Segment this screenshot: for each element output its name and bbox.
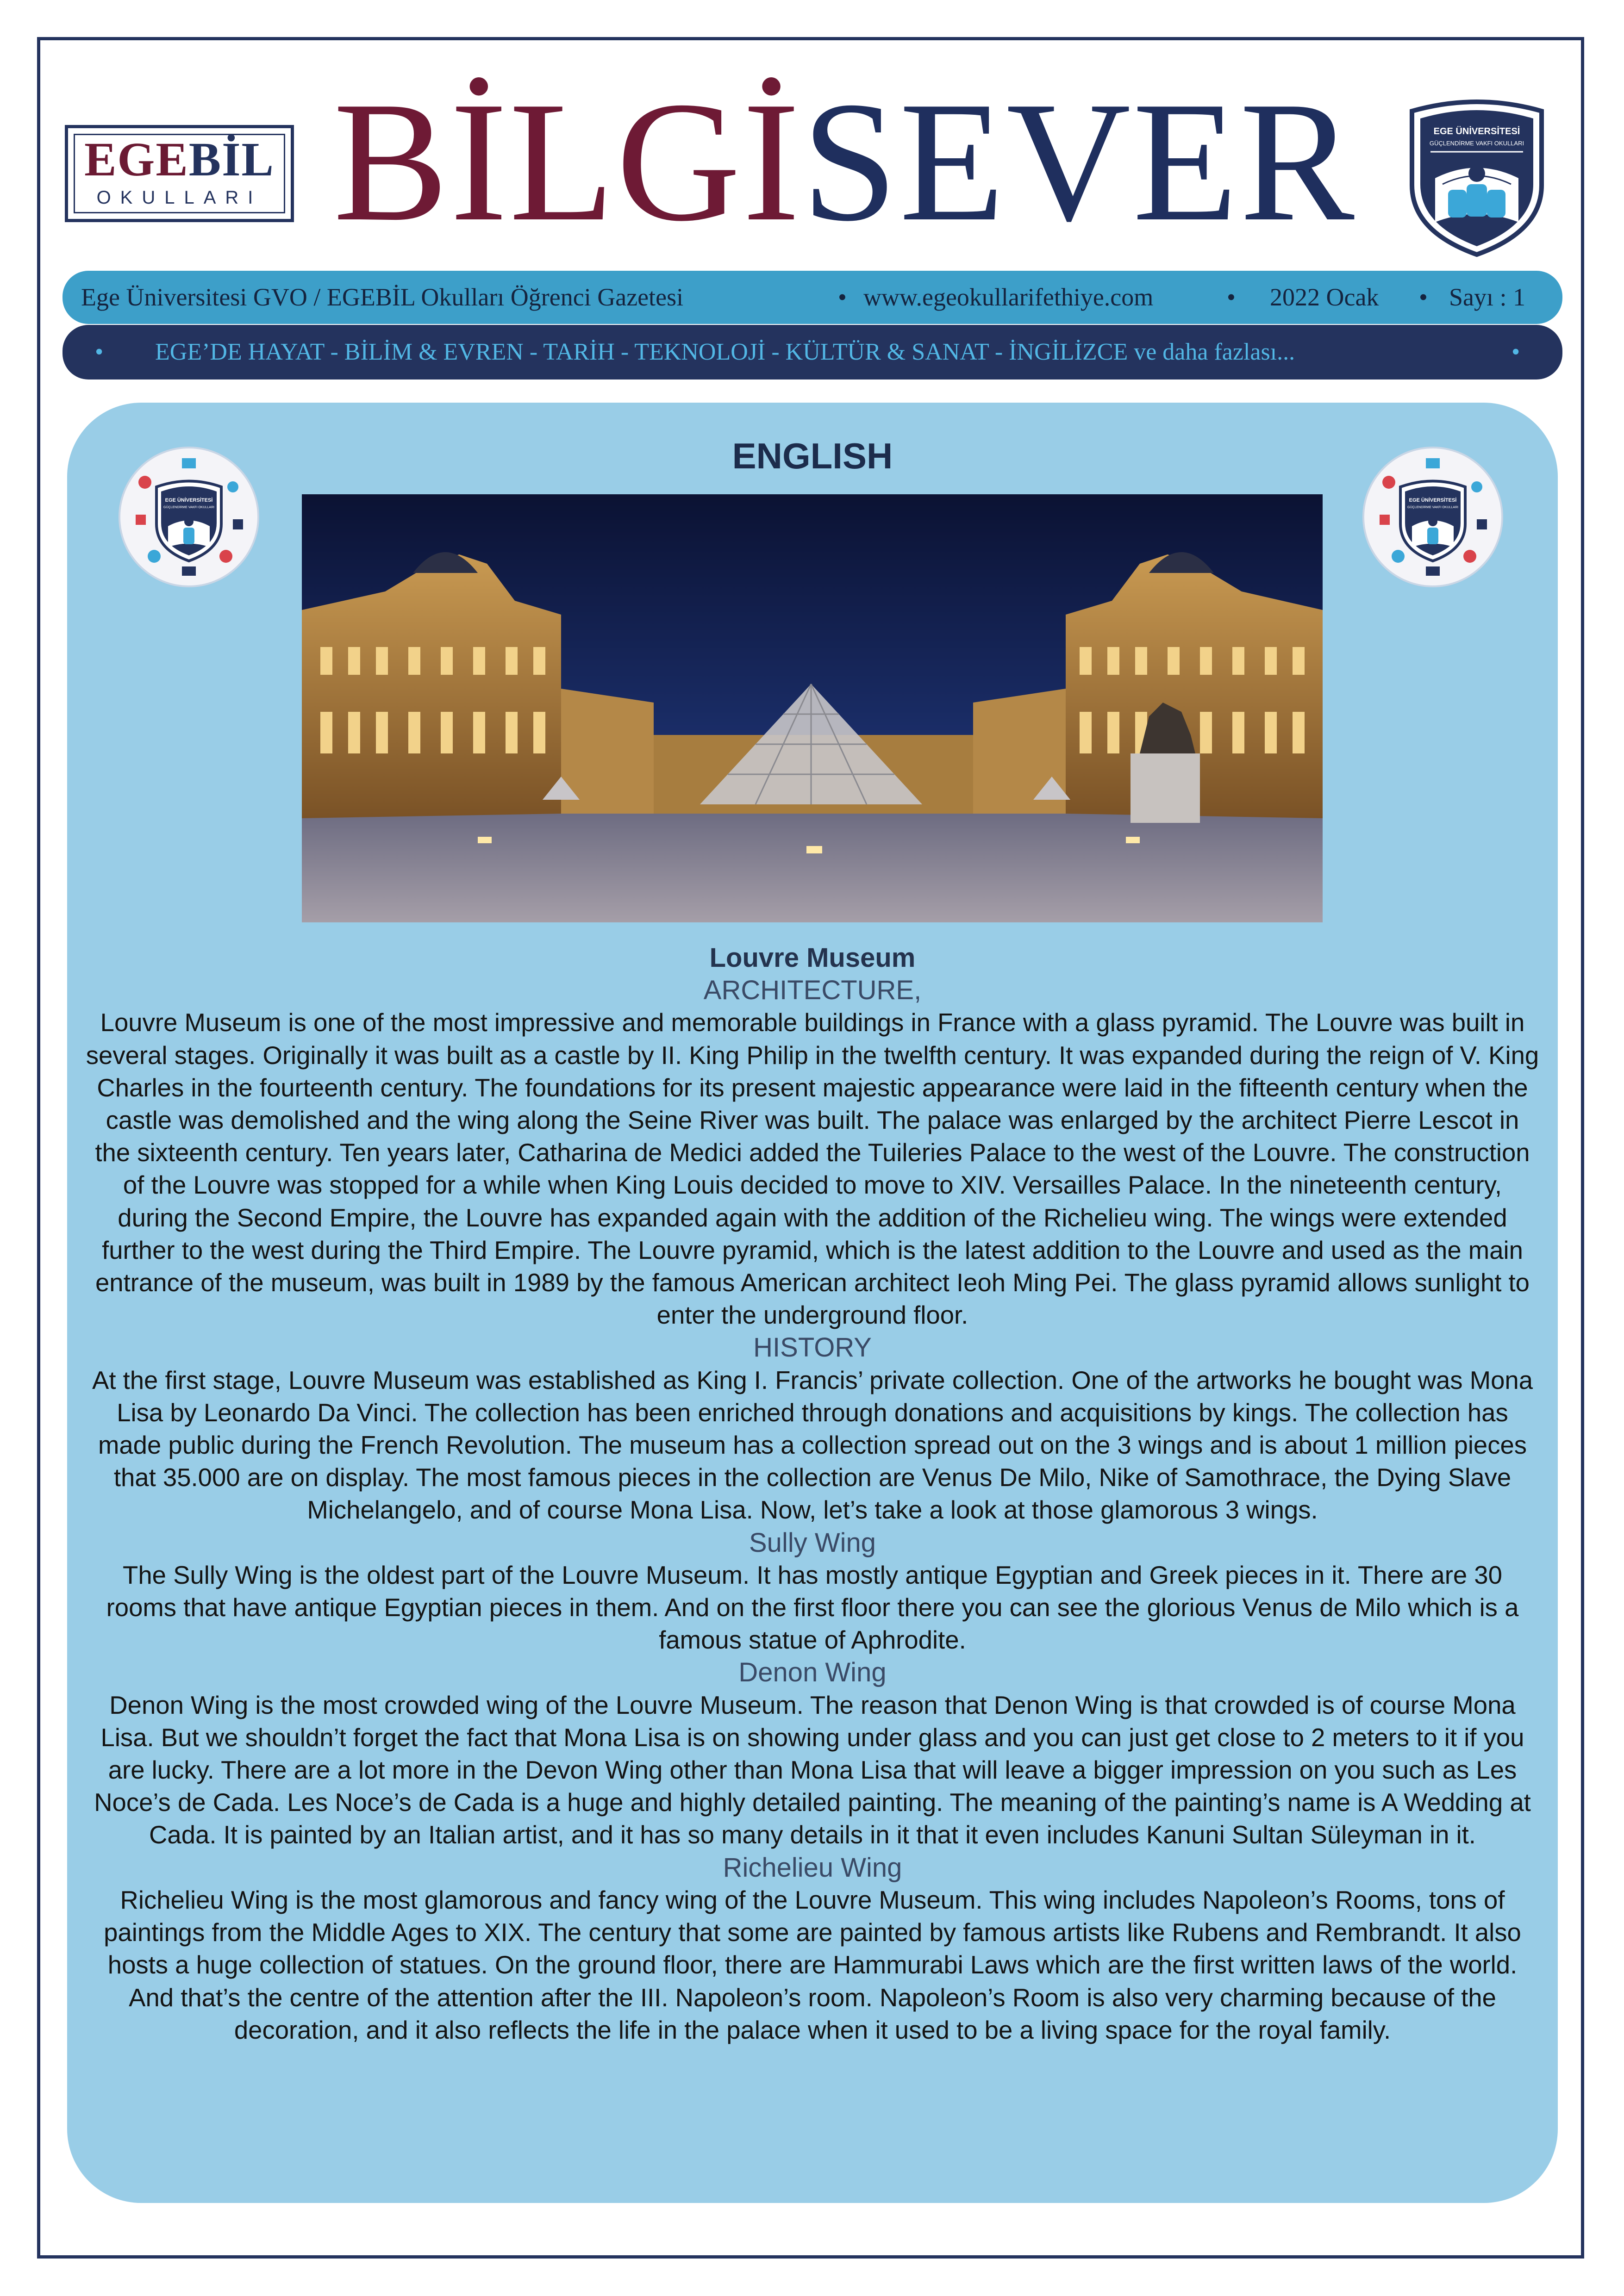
bullet: • <box>1512 339 1520 365</box>
topics-text: EGE’DE HAYAT - BİLİM & EVREN - TARİH - TEKNOLOJİ - KÜLTÜR & SANAT - İNGİLİZCE ve daha fazlası... <box>155 339 1295 365</box>
shield-text-1: EGE ÜNİVERSİTESİ <box>1433 126 1520 137</box>
school-badge-icon <box>117 445 261 589</box>
issue-number: Sayı : 1 <box>1449 283 1526 311</box>
article <box>86 942 1539 2047</box>
website-link[interactable]: www.egeokullarifethiye.com <box>863 283 1154 311</box>
bullet: • <box>95 339 104 365</box>
title-bilgi: BİLGİ <box>333 67 802 257</box>
denon-wing-paragraph: Denon Wing is the most crowded wing of the Louvre Museum. The reason that Denon Wing is that crowded is of course Mona Lisa. But we shouldn’t forget the fact that Mona Lisa is on showing under glass and you can just get close to 2 meters to it if you are lucky. There are a lot more in the Devon Wing other than Mona Lisa that will leave a bigger impression on you such as Les Noce’s de Cada. Les Noce’s de Cada is a huge and highly detailed painting. The meaning of the painting’s name is A Wedding at Cada. It is painted by an Italian artist, and it has so many details in it that it even includes Kanuni Sultan Süleyman in it. <box>94 1691 1531 1849</box>
richelieu-wing-paragraph: Richelieu Wing is the most glamorous and fancy wing of the Louvre Museum. This wing includes Napoleon’s Rooms, tons of paintings from the Middle Ages to XIX. The century that some are painted by famous artists like Rubens and Rembrandt. It also hosts a huge collection of statues. On the ground floor, there are Hammurabi Laws which are the first written laws of the world. And that’s the centre of the attention after the III. Napoleon’s room. Napoleon’s Room is also very charming because of the decoration, and it also reflects the life in the palace when it used to be a living space for the royal family. <box>104 1885 1521 2044</box>
logo-bil: BİL <box>188 133 275 186</box>
sully-wing-heading: Sully Wing <box>749 1527 876 1558</box>
newspaper-name: Ege Üniversitesi GVO / EGEBİL Okulları Öğrenci Gazetesi <box>81 283 684 311</box>
section-title: ENGLISH <box>732 436 893 476</box>
egebil-logo <box>65 125 294 222</box>
logo-okullari: OKULLARI <box>96 187 262 208</box>
article-title: Louvre Museum <box>709 943 916 973</box>
info-bar <box>62 271 1562 324</box>
louvre-photo <box>302 494 1323 922</box>
badge-text-2: GÜÇLENDİRME VAKFI OKULLARI <box>1407 506 1458 509</box>
logo-ege: EGE <box>84 133 189 186</box>
issue-date: 2022 Ocak <box>1270 283 1379 311</box>
school-badge-icon <box>1361 445 1505 589</box>
badge-text-2: GÜÇLENDİRME VAKFI OKULLARI <box>163 506 214 509</box>
history-paragraph: At the first stage, Louvre Museum was established as King I. Francis’ private collection. One of the artworks he bought was Mona Lisa by Leonardo Da Vinci. The collection has been enriched through donations and acquisitions by kings. The collection has made public during the French Revolution. The museum has a collection spread out on the 3 wings and is about 1 million pieces that 35.000 are on display. The most famous pieces in the collection are Venus De Milo, Nike of Samothrace, the Dying Slave Michelangelo, and of course Mona Lisa. Now, let’s take a look at those glamorous 3 wings. <box>92 1366 1533 1524</box>
architecture-paragraph: Louvre Museum is one of the most impressive and memorable buildings in France with a glass pyramid. The Louvre was built in several stages. Originally it was built as a castle by II. King Philip in the twelfth century. It was expanded during the reign of V. King Charles in the fourteenth century. The foundations for its present majestic appearance were laid in the fifteenth century when the castle was demolished and the wing along the Seine River was built. The palace was enlarged by the architect Pierre Lescot in the sixteenth century. Ten years later, Catharina de Medici added the Tuileries Palace to the west of the Louvre. The construction of the Louvre was stopped for a while when King Louis decided to move to XIV. Versailles Palace. In the nineteenth century, during the Second Empire, the Louvre has expanded again with the addition of the Richelieu wing. The wings were extended further to the west during the Third Empire. The Louvre pyramid, which is the latest addition to the Louvre and used as the main entrance of the museum, was built in 1989 by the famous American architect Ieoh Ming Pei. The glass pyramid allows sunlight to enter the underground floor. <box>86 1008 1539 1330</box>
school-shield-icon <box>1403 97 1551 259</box>
title-sever: SEVER <box>801 67 1356 257</box>
topics-bar <box>62 325 1562 380</box>
sully-wing-paragraph: The Sully Wing is the oldest part of the Louvre Museum. It has mostly antique Egyptian and Greek pieces in it. There are 30 rooms that have antique Egyptian pieces in them. And on the first floor there you can see the glorious Venus de Milo which is a famous statue of Aphrodite. <box>106 1561 1519 1655</box>
badge-text-1: EGE ÜNİVERSİTESİ <box>1409 498 1457 503</box>
badge-text-1: EGE ÜNİVERSİTESİ <box>165 498 213 503</box>
denon-wing-heading: Denon Wing <box>738 1657 887 1688</box>
newspaper-title <box>333 65 1356 259</box>
logo-wordmark <box>68 133 291 186</box>
shield-text-2: GÜÇLENDİRME VAKFI OKULLARI <box>1429 140 1524 147</box>
richelieu-wing-heading: Richelieu Wing <box>723 1852 902 1883</box>
bullet: • <box>1227 283 1236 311</box>
english-section-panel <box>67 403 1558 2203</box>
bullet: • <box>1419 283 1428 311</box>
bullet: • <box>838 283 847 311</box>
architecture-heading: ARCHITECTURE, <box>703 975 922 1006</box>
history-heading: HISTORY <box>753 1332 872 1363</box>
